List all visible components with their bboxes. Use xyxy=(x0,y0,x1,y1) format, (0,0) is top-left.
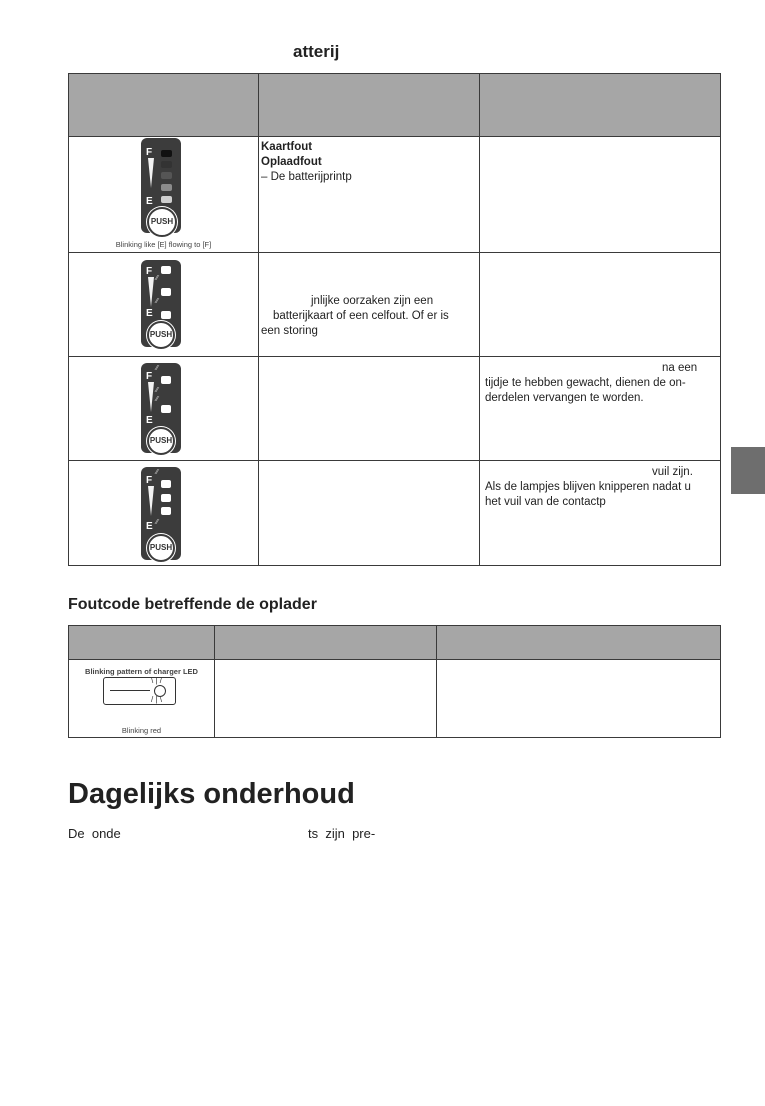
remedy-text: Als de lampjes blijven knipperen nadat u xyxy=(485,481,691,493)
battery-indicator-panel xyxy=(141,260,181,347)
cause-text: batterijkaart of een celfout. Of er is xyxy=(273,310,449,322)
remedy-cell xyxy=(480,357,721,461)
cause-text: – De batterijprintp xyxy=(261,171,352,183)
table-row xyxy=(69,357,721,461)
led-icon xyxy=(161,507,171,515)
led-blinking-icon xyxy=(161,311,171,319)
header-cell-indicator xyxy=(69,74,259,137)
battery-table-header xyxy=(69,74,721,137)
push-button-icon: PUSH xyxy=(147,321,175,349)
cause-cell xyxy=(259,357,480,461)
header-cell-pattern xyxy=(69,626,215,660)
pattern-cell xyxy=(69,660,215,738)
push-button-icon: PUSH xyxy=(147,207,177,237)
cause-cell xyxy=(259,137,480,253)
blink-ray-icon: ⁄⁄ xyxy=(156,519,159,526)
led-blinking-icon xyxy=(161,405,171,413)
led-icon xyxy=(161,150,172,157)
indicator-cell xyxy=(69,357,259,461)
charger-error-heading: Foutcode betreffende de oplader xyxy=(68,596,317,613)
battery-indicator-panel xyxy=(141,467,181,560)
indicator-cell xyxy=(69,137,259,253)
header-cell-remedy xyxy=(437,626,721,660)
header-cell-remedy xyxy=(480,74,721,137)
remedy-cell xyxy=(480,253,721,357)
charger-led-icon xyxy=(103,677,176,705)
level-wedge-icon xyxy=(148,277,154,307)
cause-text: een storing xyxy=(261,325,318,337)
battery-indicator-panel xyxy=(141,138,181,233)
chapter-side-tab xyxy=(731,447,765,494)
table-row xyxy=(69,461,721,566)
level-wedge-icon xyxy=(148,158,154,188)
full-label: F xyxy=(146,147,153,158)
blink-ray-icon: ⁄⁄ xyxy=(156,275,159,282)
level-wedge-icon xyxy=(148,486,154,516)
battery-error-table xyxy=(68,73,721,566)
full-label: F xyxy=(146,371,153,382)
indicator-caption: Blinking like [E] flowing to [F] xyxy=(115,240,212,249)
empty-label: E xyxy=(146,521,153,532)
led-blinking-icon xyxy=(161,480,171,488)
indicator-cell xyxy=(69,461,259,566)
cause-title: Kaartfout xyxy=(261,141,313,153)
empty-label: E xyxy=(146,308,153,319)
indicator-cell xyxy=(69,253,259,357)
blink-ray-icon: / | \ xyxy=(151,695,162,704)
push-button-icon: PUSH xyxy=(147,534,175,562)
blink-ray-icon: \ | / xyxy=(151,676,162,685)
led-icon xyxy=(161,184,172,191)
remedy-text: na een xyxy=(662,362,698,374)
level-wedge-icon xyxy=(148,382,154,412)
led-icon xyxy=(161,494,171,502)
remedy-text: derdelen vervangen te worden. xyxy=(485,392,644,404)
remedy-text: tijdje te hebben gewacht, dienen de on- xyxy=(485,377,686,389)
full-label: F xyxy=(146,266,153,277)
cause-title: Oplaadfout xyxy=(261,156,322,168)
charger-table-header xyxy=(69,626,721,660)
led-blinking-icon xyxy=(161,288,171,296)
blink-ray-icon: ⁄⁄ xyxy=(156,387,159,394)
remedy-cell xyxy=(437,660,721,738)
blink-ray-icon: ⁄⁄ xyxy=(156,298,159,305)
remedy-text: het vuil van de contactp xyxy=(485,496,606,508)
blink-ray-icon: ⁄⁄ xyxy=(156,365,159,372)
led-icon xyxy=(161,161,172,168)
led-icon xyxy=(161,172,172,179)
intro-text: ts zijn pre- xyxy=(308,826,376,841)
led-icon xyxy=(161,196,172,203)
pattern-caption: Blinking red xyxy=(121,726,162,735)
section-title: atterij xyxy=(293,42,340,61)
empty-label: E xyxy=(146,415,153,426)
table-row xyxy=(69,137,721,253)
remedy-cell xyxy=(480,137,721,253)
blink-ray-icon: ⁄⁄ xyxy=(156,469,159,476)
daily-maintenance-heading: Dagelijks onderhoud xyxy=(68,778,355,810)
cause-text: jnlijke oorzaken zijn een xyxy=(311,295,434,307)
remedy-cell xyxy=(480,461,721,566)
cause-cell xyxy=(259,461,480,566)
header-cell-cause xyxy=(259,74,480,137)
table-row xyxy=(69,660,721,738)
header-cell-cause xyxy=(215,626,437,660)
charger-error-table xyxy=(68,625,721,738)
blink-ray-icon: ⁄⁄ xyxy=(156,396,159,403)
battery-indicator-panel xyxy=(141,363,181,453)
cause-cell xyxy=(215,660,437,738)
cause-cell xyxy=(259,253,480,357)
full-label: F xyxy=(146,475,153,486)
led-blinking-icon xyxy=(161,376,171,384)
pattern-title: Blinking pattern of charger LED xyxy=(85,667,198,676)
intro-text: De onde xyxy=(68,826,121,841)
led-blinking-icon xyxy=(161,266,171,274)
push-button-icon: PUSH xyxy=(147,427,175,455)
empty-label: E xyxy=(146,196,153,207)
remedy-text: vuil zijn. xyxy=(652,466,693,478)
charger-line xyxy=(110,690,150,691)
table-row xyxy=(69,253,721,357)
